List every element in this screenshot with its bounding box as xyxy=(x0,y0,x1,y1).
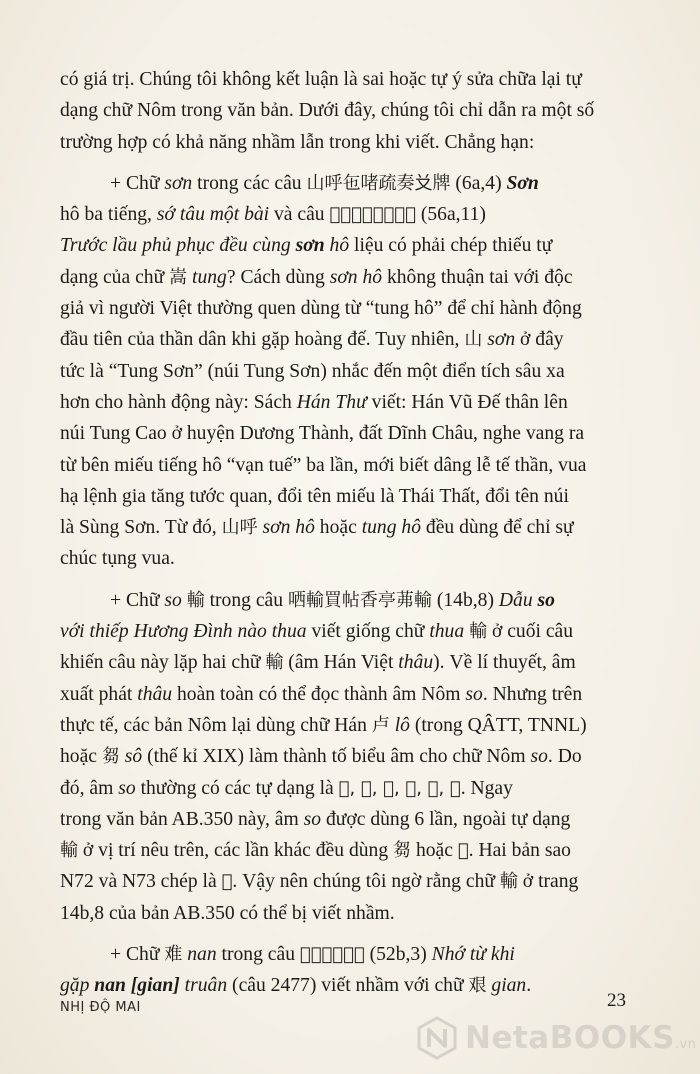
running-head: NHỊ ĐỘ MAI xyxy=(60,1000,141,1015)
paragraph: + Chữ sơn trong các câu 山呼㐌啫疏奏𠬠牌 (6a,4) Sơn hô ba tiếng, sớ tâu một bài và câu 𡉞楼俯伏調共山呼 (56a,11) Trước lầu phủ phục đều cùng sơn hô liệu có phải chép thiếu tự dạng của chữ 嵩 tung? Cách dùng sơn hô không thuận tai với độc giả vì người Việt thường quen dùng từ “tung hô” để chỉ hành động đầu tiên của thần dân khi gặp hoàng đế. Tuy nhiên, 山 sơn ở đây tức là “Tung Sơn” (núi Tung Sơn) nhắc đến một điển tích sâu xa hơn cho hành động này: Sách Hán Thư viết: Hán Vũ Đế thân lên núi Tung Cao ở huyện Dương Thành, đất Dĩnh Châu, nghe vang ra từ bên miếu tiếng hô “vạn tuế” ba lần, mới biết dâng lễ tế thần, vua hạ lệnh gia tăng tước quan, đổi tên miếu là Thái Thất, đổi tên núi là Sùng Sơn. Từ đó, 山呼 sơn hô hoặc tung hô đều dùng để chỉ sự chúc tụng vua. xyxy=(60,172,587,570)
watermark-brand: NetaBOOKS.vn xyxy=(465,1020,697,1056)
paragraph: + Chữ so 輸 trong câu 哂輸買帖香亭茀輸 (14b,8) Dẫu so với thiếp Hương Đình nào thua viết giống chữ thua 輸 ở cuối câu khiến câu này lặp hai chữ 輸 (âm Hán Việt thâu). Về lí thuyết, âm xuất phát thâu hoàn toàn có thể đọc thành âm Nôm so. Nhưng trên thực tế, các bản Nôm lại dùng chữ Hán 卢 lô (trong QÂTT, TNNL) hoặc 芻 sô (thế kỉ XIX) làm thành tố biểu âm cho chữ Nôm so. Do đó, âm so thường có các tự dạng là 𫗃, 𢭂, 𨎟, 𩋂, 芻, 𢷀. Ngay trong văn bản AB.350 này, âm so được dùng 6 lần, ngoài tự dạng 輸 ở vị trí nêu trên, các lần khác đều dùng 芻 hoặc 𢷀. Hai bản sao N72 và N73 chép là 𢷀. Vậy nên chúng tôi ngờ rằng chữ 輸 ở trang 14b,8 của bản AB.350 có thể bị viết nhầm. xyxy=(60,589,587,924)
body-text xyxy=(60,64,626,1002)
paragraph: + Chữ 难 nan trong câu 𢗷徐欺返难屯 (52b,3) Nhớ từ khi gặp nan [gian] truân (câu 2477) viết nhầm với chữ 艰 gian. xyxy=(60,944,532,997)
page-number: 23 xyxy=(607,990,626,1011)
netabooks-logo-icon xyxy=(415,1016,459,1060)
watermark xyxy=(415,1016,696,1060)
paragraph: có giá trị. Chúng tôi không kết luận là sai hoặc tự ý sửa chữa lại tự dạng chữ Nôm trong văn bản. Dưới đây, chúng tôi chỉ dẫn ra một số trường hợp có khả năng nhầm lẫn trong khi viết. Chẳng hạn: xyxy=(60,69,595,153)
